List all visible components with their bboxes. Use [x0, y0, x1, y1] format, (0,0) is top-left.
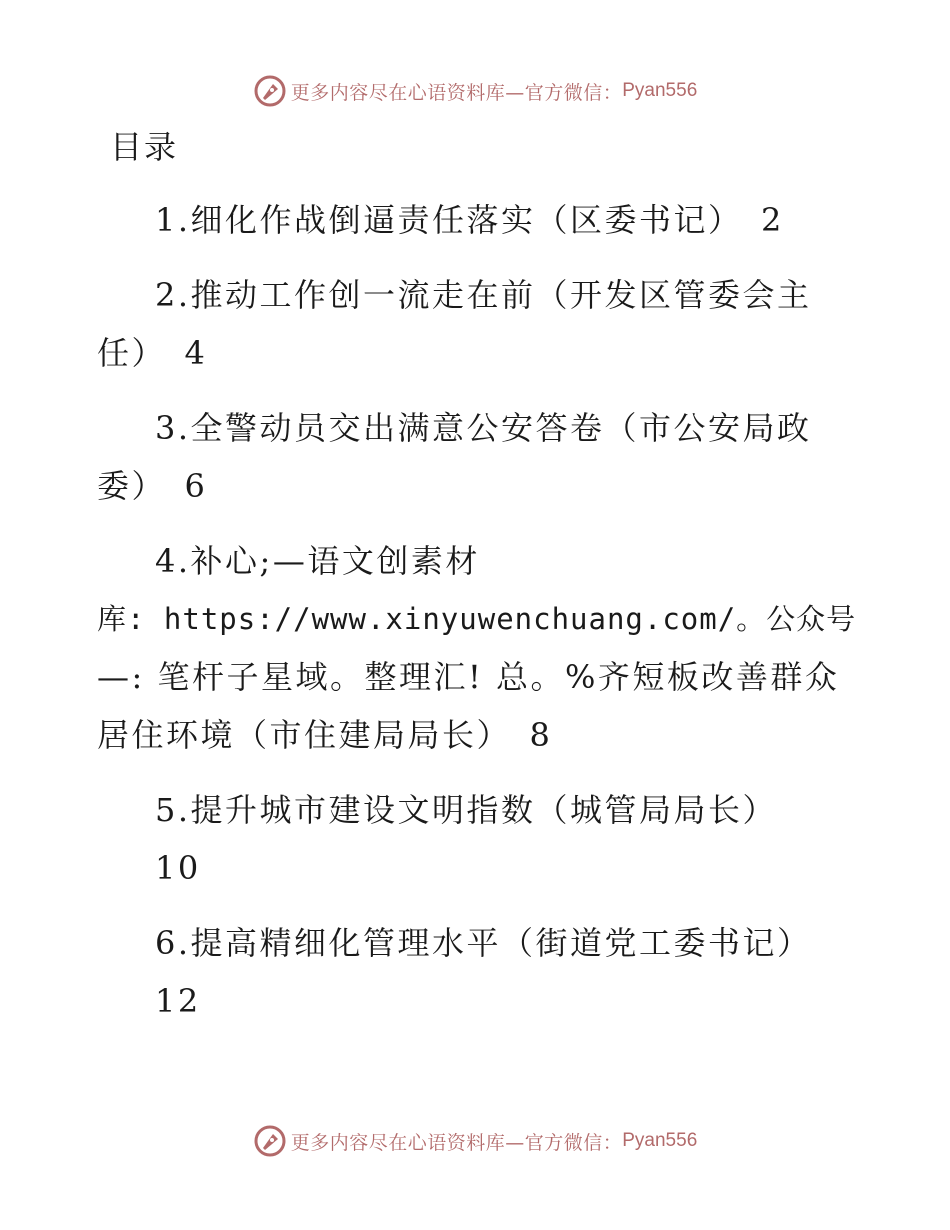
banner-handle: Pyan556: [622, 80, 698, 101]
page-title: 目录: [110, 128, 179, 166]
toc-entry-5-page: 10: [155, 849, 201, 887]
toc-entry-3-cont: 委） 6: [97, 467, 208, 505]
toc-entry-4-url: 库: https://www.xinyuwenchuang.com/。公众号: [97, 602, 857, 636]
header-banner: [0, 71, 950, 111]
toc-entry-4: 4.补心;—语文创素材: [155, 542, 480, 580]
toc-entry-6: 6.提高精细化管理水平（街道党工委书记）: [155, 924, 812, 962]
toc-entry-1: 1.细化作战倒逼责任落实（区委书记） 2: [155, 201, 784, 239]
banner-text: 更多内容尽在心语资料库—官方微信：: [290, 81, 623, 104]
toc-entry-6-page: 12: [155, 982, 201, 1020]
banner-handle: Pyan556: [622, 1130, 698, 1151]
banner-text: 更多内容尽在心语资料库—官方微信：: [290, 1131, 623, 1154]
toc-entry-4-end: 居住环境（市住建局局长） 8: [97, 716, 553, 754]
toc-entry-2: 2.推动工作创一流走在前（开发区管委会主: [155, 276, 812, 314]
pen-nib-logo-icon: [253, 74, 287, 108]
toc-entry-5: 5.提升城市建设文明指数（城管局局长）: [155, 791, 778, 829]
toc-entry-4-cont: —: 笔杆子星域。整理汇! 总。%齐短板改善群众: [97, 658, 840, 696]
toc-entry-3: 3.全警动员交出满意公安答卷（市公安局政: [155, 409, 812, 447]
footer-banner: [0, 1121, 950, 1161]
toc-entry-2-cont: 任） 4: [97, 334, 208, 372]
pen-nib-logo-icon: [253, 1124, 287, 1158]
